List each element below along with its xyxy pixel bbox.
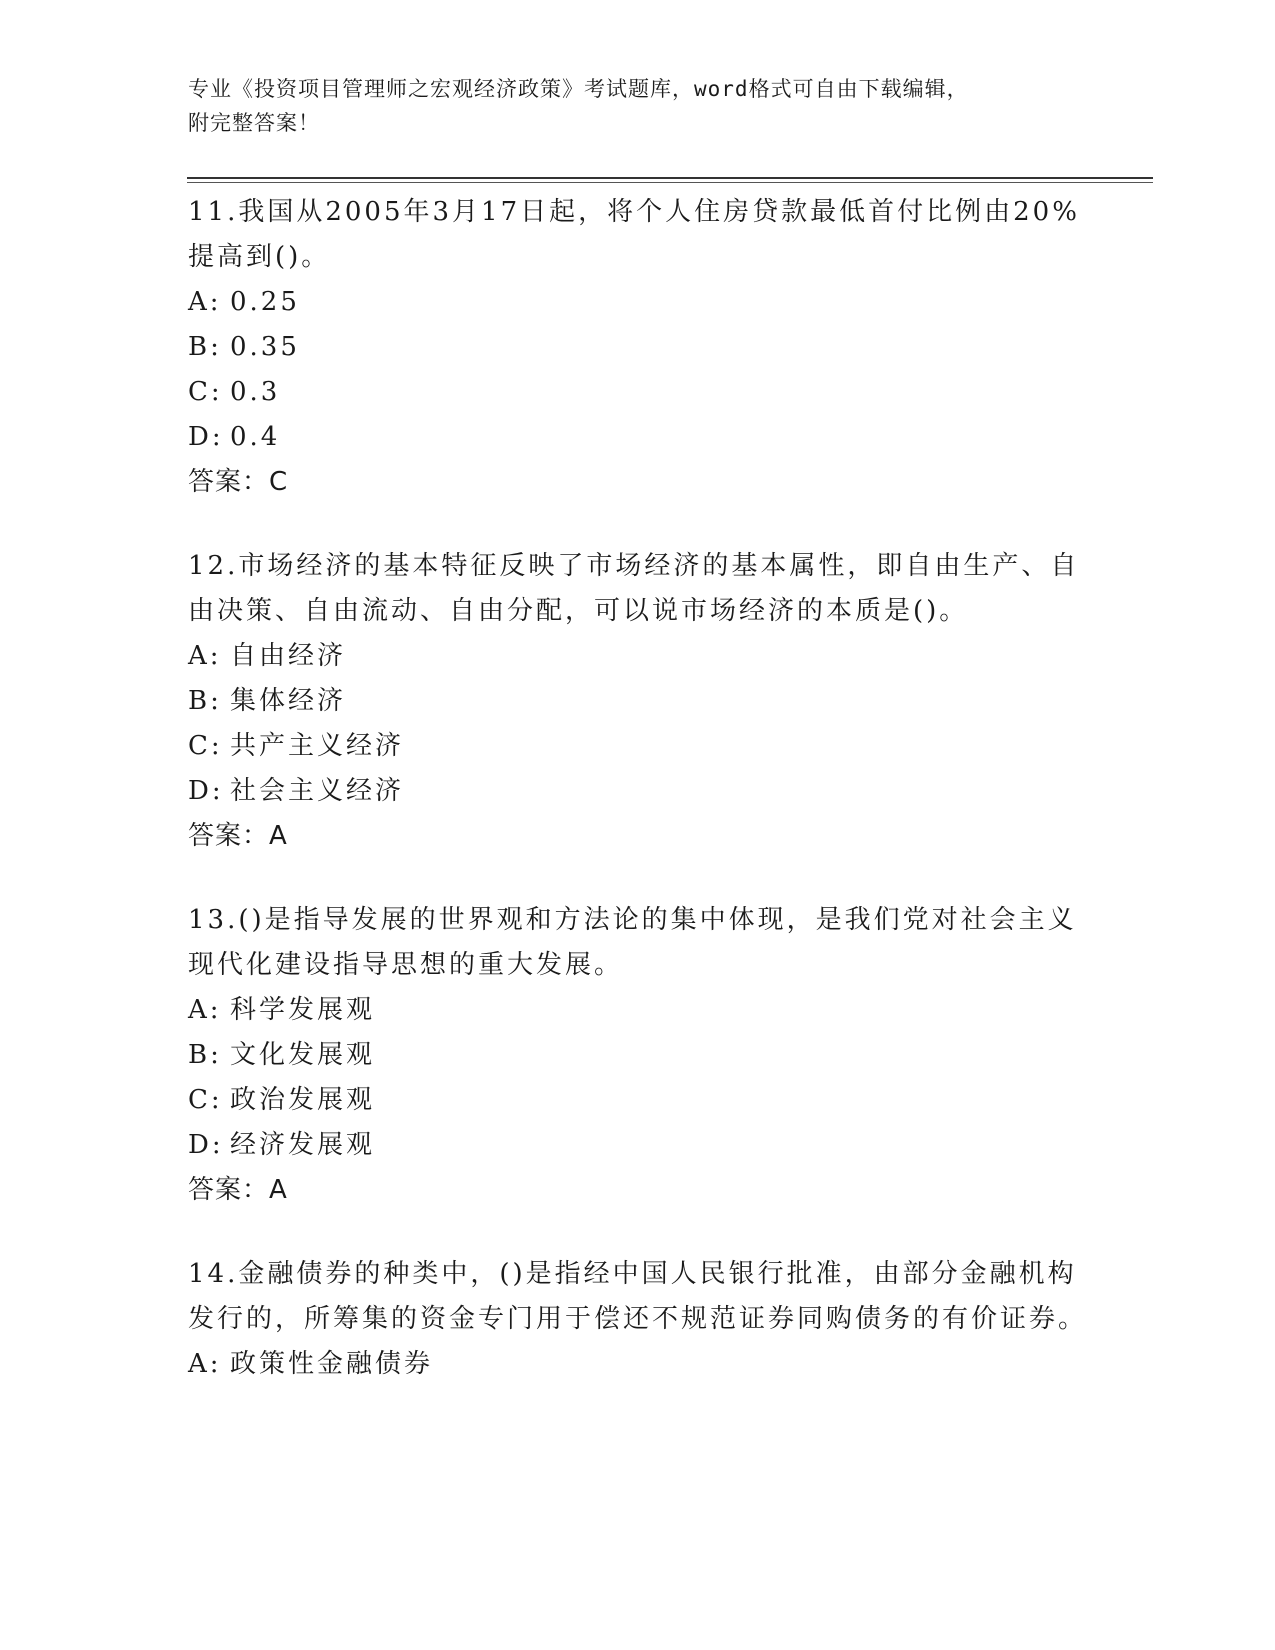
- option-text: 0.25: [230, 287, 300, 317]
- question-text: 11.我国从2005年3月17日起，将个人住房贷款最低首付比例由20%提高到()。: [188, 197, 1080, 272]
- option-text: 文化发展观: [230, 1040, 376, 1070]
- option-b: [188, 325, 1088, 370]
- option-a: [188, 280, 1088, 325]
- option-letter: D:: [188, 776, 224, 806]
- option-text: 0.4: [230, 422, 281, 452]
- option-c: [188, 370, 1088, 415]
- answer-line: 答案：C: [188, 467, 289, 497]
- option-text: 经济发展观: [230, 1130, 376, 1160]
- option-letter: B:: [188, 1040, 222, 1070]
- option-a: [188, 634, 1088, 679]
- header-line-1: 专业《投资项目管理师之宏观经济政策》考试题库，word格式可自由下载编辑，: [188, 77, 969, 101]
- option-letter: A:: [188, 641, 222, 671]
- option-text: 共产主义经济: [230, 731, 405, 761]
- option-letter: C:: [188, 1085, 223, 1115]
- question-13: [188, 898, 1088, 1212]
- question-list: [188, 190, 1088, 1427]
- document-header: [188, 72, 1068, 140]
- header-line-2: 附完整答案！: [188, 111, 320, 135]
- option-letter: B:: [188, 686, 222, 716]
- question-text: 12.市场经济的基本特征反映了市场经济的基本属性，即自由生产、自由决策、自由流动、自由分配，可以说市场经济的本质是()。: [188, 551, 1080, 626]
- answer-line: 答案：A: [188, 1175, 288, 1205]
- question-14: [188, 1252, 1088, 1387]
- option-text: 政策性金融债券: [230, 1349, 434, 1379]
- option-letter: D:: [188, 422, 224, 452]
- option-text: 集体经济: [230, 686, 347, 716]
- option-d: [188, 769, 1088, 814]
- option-letter: A:: [188, 1349, 222, 1379]
- option-letter: D:: [188, 1130, 224, 1160]
- option-text: 科学发展观: [230, 995, 376, 1025]
- option-text: 社会主义经济: [230, 776, 405, 806]
- option-d: [188, 1123, 1088, 1168]
- option-letter: C:: [188, 377, 223, 407]
- option-c: [188, 724, 1088, 769]
- question-11: [188, 190, 1088, 504]
- option-letter: B:: [188, 332, 222, 362]
- option-c: [188, 1078, 1088, 1123]
- question-12: [188, 544, 1088, 858]
- question-text: 13.()是指导发展的世界观和方法论的集中体现，是我们党对社会主义现代化建设指导思想的重大发展。: [188, 905, 1077, 980]
- option-text: 政治发展观: [230, 1085, 376, 1115]
- header-divider-thin: [187, 182, 1153, 183]
- option-letter: A:: [188, 287, 222, 317]
- question-text: 14.金融债券的种类中，()是指经中国人民银行批准，由部分金融机构发行的，所筹集的资金专门用于偿还不规范证券同购债务的有价证券。: [188, 1259, 1088, 1334]
- option-b: [188, 679, 1088, 724]
- header-divider-thick: [187, 177, 1153, 179]
- option-text: 0.3: [230, 377, 281, 407]
- option-a: [188, 1342, 1088, 1387]
- option-text: 0.35: [230, 332, 300, 362]
- option-letter: A:: [188, 995, 222, 1025]
- option-b: [188, 1033, 1088, 1078]
- option-letter: C:: [188, 731, 223, 761]
- option-text: 自由经济: [230, 641, 347, 671]
- option-a: [188, 988, 1088, 1033]
- option-d: [188, 415, 1088, 460]
- answer-line: 答案：A: [188, 821, 288, 851]
